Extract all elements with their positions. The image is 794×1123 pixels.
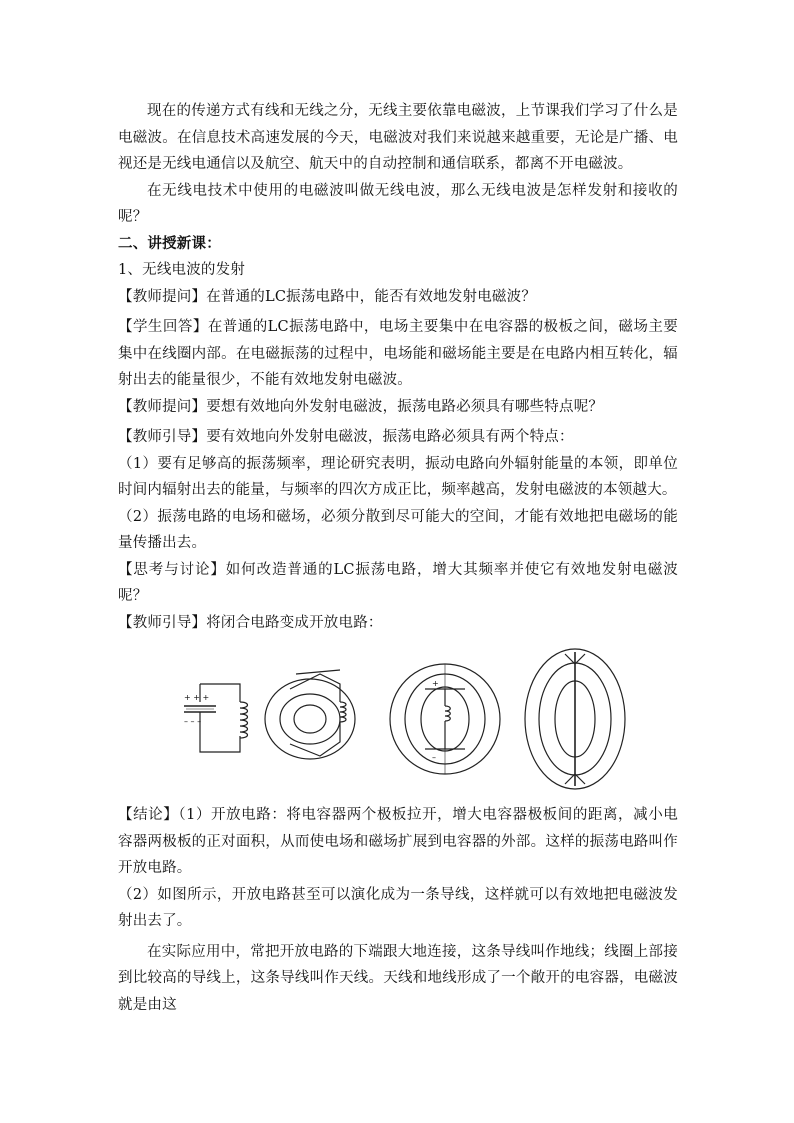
point-2: （2）振荡电路的电场和磁场，必须分散到尽可能大的空间，才能有效地把电磁场的能量传播出去。 [118, 508, 678, 551]
partly-open-circuit [265, 670, 355, 759]
conclusion-1-text: （1）开放电路：将电容器两个极板拉开，增大电容器极板间的距离，减小电容器两极板的正对面积，从而使电场和磁场扩展到电容器的外部。这样的振荡电路叫作开放电路。 [118, 807, 678, 876]
student-answer [118, 314, 678, 394]
conclusion-tag: 【结论】 [118, 807, 179, 823]
antenna-minus-label: – [432, 753, 436, 762]
conclusion-1 [118, 802, 678, 882]
intro-paragraph-1: 现在的传递方式有线和无线之分，无线主要依靠电磁波，上节课我们学习了什么是电磁波。在信息技术高速发展的今天，电磁波对我们来说越来越重要，无论是广播、电视还是无线电通信以及航空、航天中的自动控制和通信联系，都离不开电磁波。 [118, 103, 678, 172]
intro-paragraph-2: 在无线电技术中使用的电磁波叫做无线电波，那么无线电波是怎样发射和接收的呢？ [118, 182, 678, 225]
discussion-text: 如何改造普通的LC振荡电路，增大其频率并使它有效地发射电磁波呢？ [118, 561, 678, 604]
discussion [118, 557, 678, 610]
capacitor-minus-label: – – – [184, 717, 202, 726]
document-page [118, 98, 678, 1018]
subsection-title: 1、无线电波的发射 [118, 262, 246, 278]
teacher-guide-1 [118, 424, 678, 451]
point-1: （1）要有足够高的振荡频率，理论研究表明，振动电路向外辐射能量的本领，即单位时间内辐射出去的能量，与频率的四次方成正比，频率越高，发射电磁波的本领越大。 [118, 455, 678, 498]
conclusion-2: （2）如图所示，开放电路甚至可以演化成为一条导线，这样就可以有效地把电磁波发射出去了。 [118, 886, 678, 929]
teacher-question-2-text: 要想有效地向外发射电磁波，振荡电路必须具有哪些特点呢？ [206, 398, 604, 415]
antenna-plus-label: + [432, 679, 439, 688]
teacher-question-1-tag: 【教师提问】 [118, 288, 207, 305]
teacher-question-2 [118, 394, 678, 421]
teacher-question-1-text: 在普通的LC振荡电路中，能否有效地发射电磁波？ [206, 288, 537, 305]
discussion-tag: 【思考与讨论】 [118, 561, 226, 578]
teacher-guide-1-tag: 【教师引导】 [118, 429, 207, 445]
section-title: 二、讲授新课： [118, 235, 221, 252]
student-answer-tag: 【学生回答】 [118, 319, 208, 335]
teacher-guide-2-text: 将闭合电路变成开放电路： [206, 614, 383, 631]
teacher-guide-2-tag: 【教师引导】 [118, 614, 207, 631]
teacher-question-2-tag: 【教师提问】 [118, 398, 207, 415]
teacher-question-1 [118, 284, 678, 311]
student-answer-text: 在普通的LC振荡电路中，电场主要集中在电容器的极板之间，磁场主要集中在线圈内部。在电磁振荡的过程中，电场能和磁场能主要是在电路内相互转化，辐射出去的能量很少，不能有效地发射电磁波。 [118, 319, 678, 388]
teacher-guide-2 [118, 610, 678, 637]
capacitor-plus-label: + + + [184, 693, 210, 702]
single-wire-antenna [525, 649, 625, 789]
teacher-guide-1-text: 要有效地向外发射电磁波，振荡电路必须具有两个特点： [206, 429, 574, 445]
more-open-circuit [390, 664, 500, 774]
open-circuit-figure [118, 644, 678, 796]
open-circuit-diagram [170, 644, 640, 794]
final-paragraph: 在实际应用中，常把开放电路的下端跟大地连接，这条导线叫作地线；线圈上部接到比较高的导线上，这条导线叫作天线。天线和地线形成了一个敞开的电容器，电磁波就是由这 [118, 943, 678, 1013]
